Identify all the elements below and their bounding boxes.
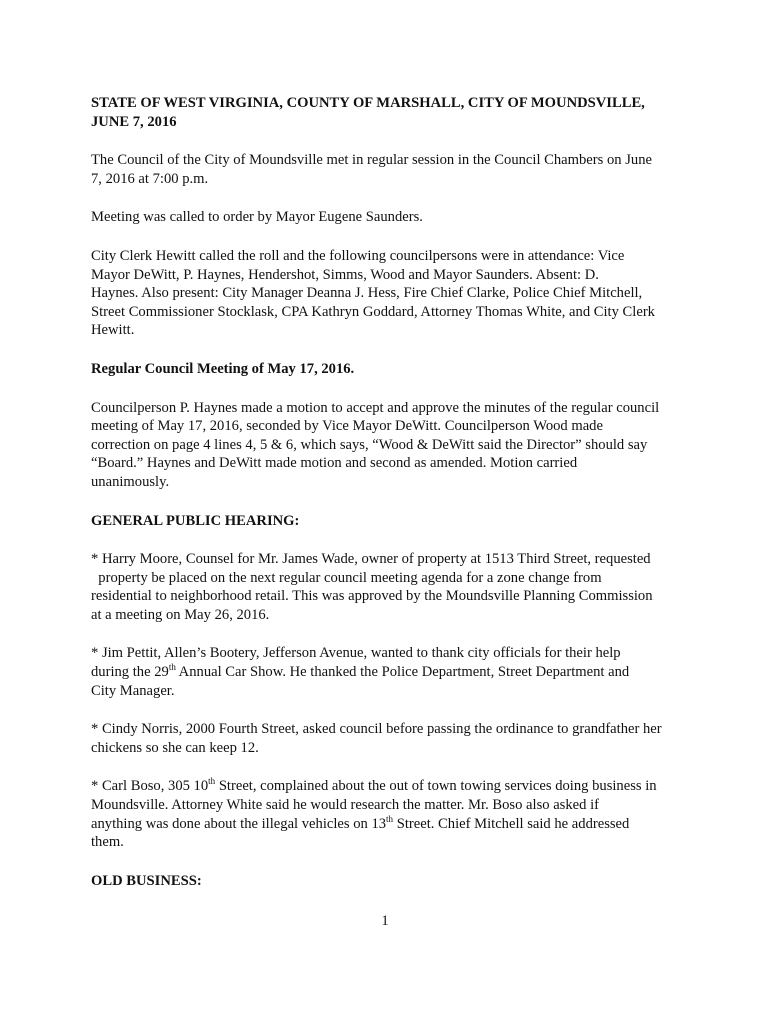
old-business-heading: OLD BUSINESS: (91, 872, 202, 889)
public-hearing-heading: GENERAL PUBLIC HEARING: (91, 512, 300, 529)
minutes-paragraph: Councilperson P. Haynes made a motion to accept and approve the minutes of the regular council meeting of May 17, 2016, seconded by Vice Mayor DeWitt. Councilperson Wood made correction on page 4 lines 4, 5 & 6, which says, “Wood & DeWitt said the Director” should say “Board.” Haynes and DeWitt made motion and second as amended. Motion carried unanimously. (91, 399, 660, 490)
intro-paragraph: The Council of the City of Moundsville met in regular session in the Council Chambers on June 7, 2016 at 7:00 p.m. (91, 152, 652, 187)
call-to-order-paragraph: Meeting was called to order by Mayor Eugene Saunders. (91, 209, 423, 226)
pettit-paragraph: * Jim Pettit, Allen’s Bootery, Jefferson Avenue, wanted to thank city officials for their help during the 29th Annual Car Show. He thanked the Police Department, Street Department and City Manager. (91, 645, 630, 699)
roll-call-paragraph: City Clerk Hewitt called the roll and the following councilpersons were in attendance: Vice Mayor DeWitt, P. Haynes, Hendershot, Simms, Wood and Mayor Saunders. Absent: D. Haynes. Also present: City Manager Deanna J. Hess, Fire Chief Clarke, Police Chief Mitchell, Street Commissioner Stocklask, CPA Kathryn Goddard, Attorney Thomas White, and City Clerk Hewitt. (91, 247, 655, 339)
norris-paragraph: * Cindy Norris, 2000 Fourth Street, asked council before passing the ordinance to grandfather her chickens so she can keep 12. (91, 721, 662, 756)
minutes-heading: Regular Council Meeting of May 17, 2016. (91, 360, 355, 377)
document-heading: STATE OF WEST VIRGINIA, COUNTY OF MARSHALL, CITY OF MOUNDSVILLE, JUNE 7, 2016 (91, 95, 645, 130)
document-body (91, 94, 691, 890)
page-number: 1 (381, 913, 389, 929)
boso-paragraph: * Carl Boso, 305 10th Street, complained about the out of town towing services doing business in Moundsville. Attorney White said he would research the matter. Mr. Boso also asked if anything was done about the illegal vehicles on 13th Street. Chief Mitchell said he addressed them. (91, 776, 657, 851)
moore-paragraph: * Harry Moore, Counsel for Mr. James Wade, owner of property at 1513 Third Street, requested property be placed on the next regular council meeting agenda for a zone change from residential to neighborhood retail. This was approved by the Moundsville Planning Commission at a meeting on May 26, 2016. (91, 551, 653, 623)
